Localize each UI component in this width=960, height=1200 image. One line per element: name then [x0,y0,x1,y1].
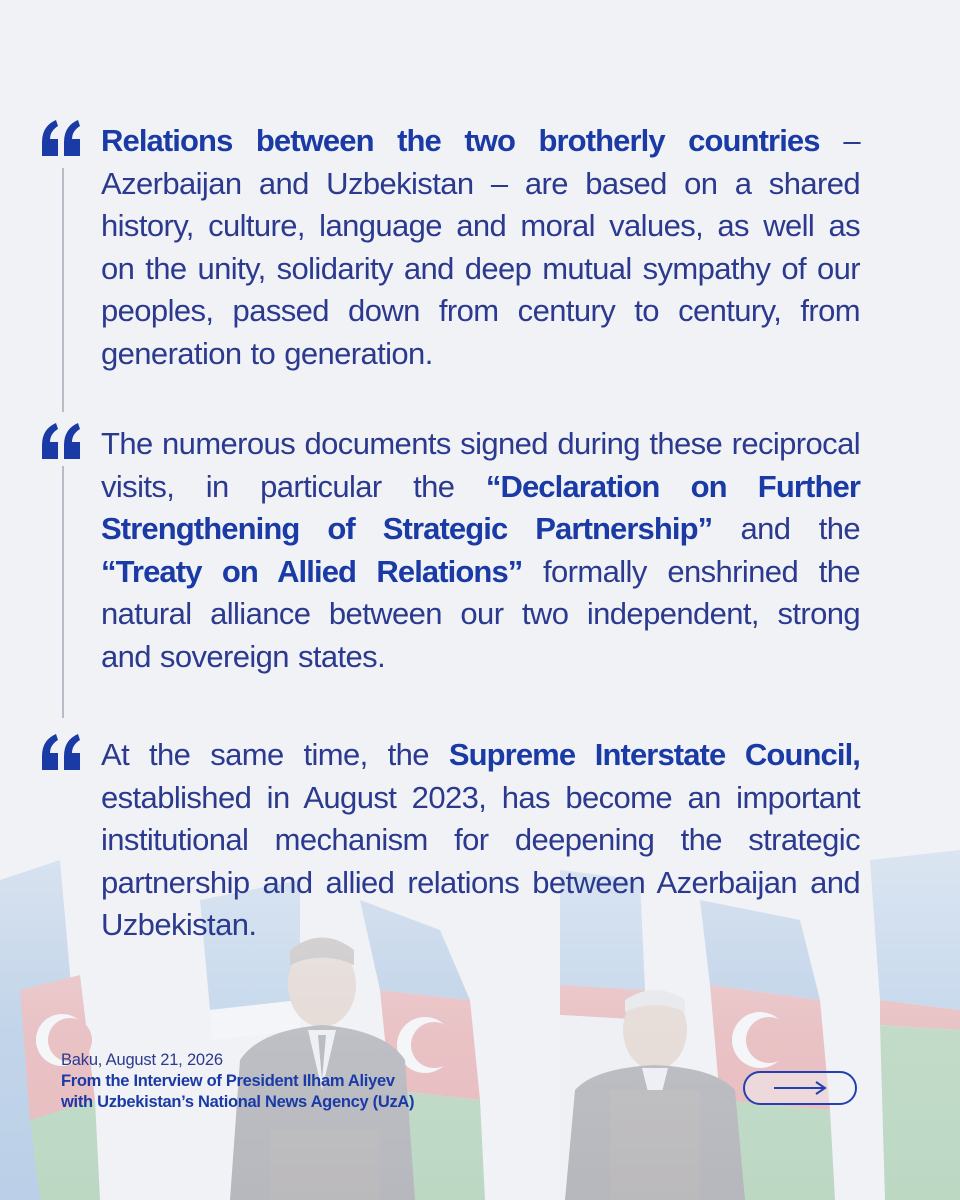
quote-3-text-a: At the same time, the [101,737,449,772]
quote-2-text-b: and the [712,511,860,546]
quote-mark-icon [40,118,84,158]
quote-2-text-a: The numerous documents signed during these reciprocal visits, in particular the [101,426,860,504]
quote-block-1 [40,120,860,375]
quote-mark-icon [40,421,84,461]
quote-1-text: – Azerbaijan and Uzbekistan – are based on a shared history, culture, language and moral values, as well as on the unity, solidarity and deep mutual sympathy of our peoples, passed down from century to century, from generation to generation. [101,123,860,371]
footer [61,1050,414,1113]
quote-text-3 [101,734,860,947]
source-line-1: From the Interview of President Ilham Aliyev [61,1072,395,1090]
quote-3-text-b: established in August 2023, has become an important institutional mechanism for deepening the strategic partnership and allied relations between Azerbaijan and Uzbekistan. [101,779,860,942]
next-button[interactable] [743,1071,857,1105]
quote-2-highlight-b: “Treaty on Allied Relations” [101,553,523,589]
quote-2-highlight-a: “Declaration on Further Strengthening of Strategic Partnership” [101,468,861,546]
source-line-2: with Uzbekistan’s National News Agency (UzA) [61,1093,415,1111]
quote-1-highlight: Relations between the two brotherly countries [101,123,820,158]
quote-block-3 [40,734,860,947]
quote-block-2 [40,423,860,678]
quote-mark-icon [40,732,84,772]
quote-text-2 [101,423,860,678]
quote-text-1 [101,120,860,375]
place-date: Baku, August 21, 2026 [61,1051,223,1069]
quote-3-highlight: Supreme Interstate Council, [448,737,861,772]
arrow-right-icon [772,1080,828,1096]
quote-2-text-c: formally enshrined the natural alliance between our two independent, strong and sovereign states. [101,553,860,674]
